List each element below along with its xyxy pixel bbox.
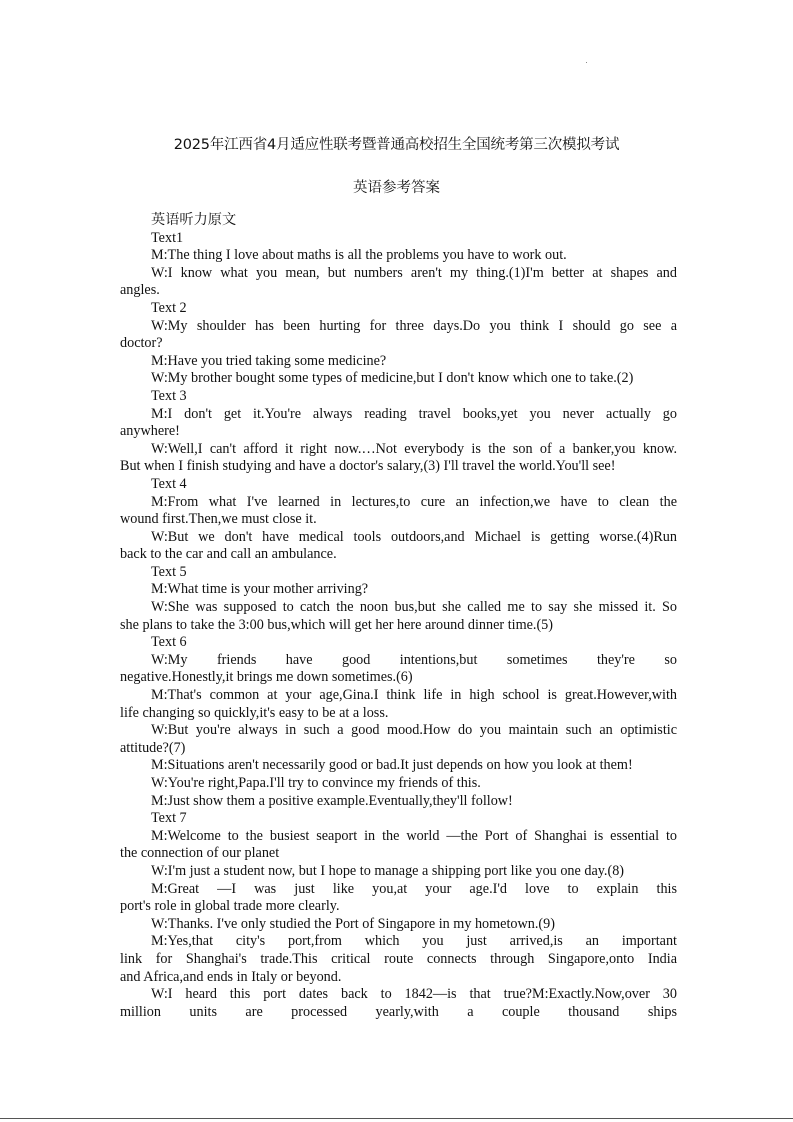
dialogue-line: W:Well,I can't afford it right now.…Not everybody is the son of a banker,you know. <box>151 440 677 457</box>
text-label: Text 5 <box>151 563 187 580</box>
dialogue-line: W:My shoulder has been hurting for three days.Do you think I should go see a <box>151 317 677 334</box>
dialogue-line: life changing so quickly,it's easy to be at a loss. <box>120 704 389 721</box>
text-label: Text 3 <box>151 387 187 404</box>
dialogue-line: M:Great —I was just like you,at your age.I'd love to explain this <box>151 880 677 897</box>
dialogue-line: M:I don't get it.You're always reading travel books,yet you never actually go <box>151 405 677 422</box>
dialogue-line: M:Have you tried taking some medicine? <box>151 352 387 369</box>
text-label: Text 7 <box>151 810 187 827</box>
text-label: Text 4 <box>151 475 187 492</box>
page-title: 2025年江西省4月适应性联考暨普通高校招生全国统考第三次模拟考试 <box>173 137 620 153</box>
dialogue-line: wound first.Then,we must close it. <box>120 511 317 528</box>
dialogue-line: she plans to take the 3:00 bus,which will get her here around dinner time.(5) <box>120 616 553 633</box>
scan-speck <box>586 62 587 63</box>
dialogue-line: million units are processed yearly,with a couple thousand ships <box>120 1003 677 1020</box>
dialogue-line: W:I'm just a student now, but I hope to manage a shipping port like you one day.(8) <box>151 862 625 879</box>
dialogue-line: W:I know what you mean, but numbers aren't my thing.(1)I'm better at shapes and <box>151 264 677 281</box>
dialogue-line: angles. <box>120 282 160 299</box>
dialogue-line: M:Just show them a positive example.Eventually,they'll follow! <box>151 792 513 809</box>
dialogue-line: W:She was supposed to catch the noon bus,but she called me to say she missed it. So <box>151 599 677 616</box>
dialogue-line: W:But we don't have medical tools outdoors,and Michael is getting worse.(4)Run <box>151 528 677 545</box>
dialogue-line: M:From what I've learned in lectures,to cure an infection,we have to clean the <box>151 493 677 510</box>
dialogue-line: M:Yes,that city's port,from which you just arrived,is an important <box>151 933 677 950</box>
dialogue-line: negative.Honestly,it brings me down sometimes.(6) <box>120 669 413 686</box>
dialogue-line: M:That's common at your age,Gina.I think life in high school is great.However,with <box>151 687 677 704</box>
dialogue-line: M:Welcome to the busiest seaport in the world —the Port of Shanghai is essential to <box>151 827 677 844</box>
transcript-body <box>120 212 677 1021</box>
dialogue-line: M:The thing I love about maths is all the problems you have to work out. <box>151 247 567 264</box>
dialogue-line: anywhere! <box>120 423 180 440</box>
dialogue-line: and Africa,and ends in Italy or beyond. <box>120 968 342 985</box>
dialogue-line: port's role in global trade more clearly. <box>120 898 340 915</box>
dialogue-line: doctor? <box>120 335 163 352</box>
dialogue-line: attitude?(7) <box>120 739 186 756</box>
page-bottom-rule <box>0 1118 793 1119</box>
section-heading: 英语听力原文 <box>151 212 237 228</box>
dialogue-line: the connection of our planet <box>120 845 280 862</box>
page-subtitle: 英语参考答案 <box>353 180 440 196</box>
dialogue-line: M:What time is your mother arriving? <box>151 581 369 598</box>
dialogue-line: link for Shanghai's trade.This critical route connects through Singapore,onto India <box>120 950 677 967</box>
dialogue-line: W:You're right,Papa.I'll try to convince my friends of this. <box>151 775 481 791</box>
dialogue-line: back to the car and call an ambulance. <box>120 546 337 563</box>
dialogue-line: W:My friends have good intentions,but sometimes they're so <box>151 651 677 668</box>
dialogue-line: But when I finish studying and have a doctor's salary,(3) I'll travel the world.You'll see! <box>120 458 616 475</box>
dialogue-line: W:I heard this port dates back to 1842—is that true?M:Exactly.Now,over 30 <box>151 986 677 1003</box>
dialogue-line: M:Situations aren't necessarily good or bad.It just depends on how you look at them! <box>151 757 633 774</box>
text-label: Text1 <box>151 229 184 246</box>
text-label: Text 2 <box>151 299 187 316</box>
text-label: Text 6 <box>151 634 187 651</box>
dialogue-line: W:But you're always in such a good mood.How do you maintain such an optimistic <box>151 722 677 739</box>
dialogue-line: W:Thanks. I've only studied the Port of Singapore in my hometown.(9) <box>151 915 555 932</box>
dialogue-line: W:My brother bought some types of medicine,but I don't know which one to take.(2) <box>151 370 634 387</box>
